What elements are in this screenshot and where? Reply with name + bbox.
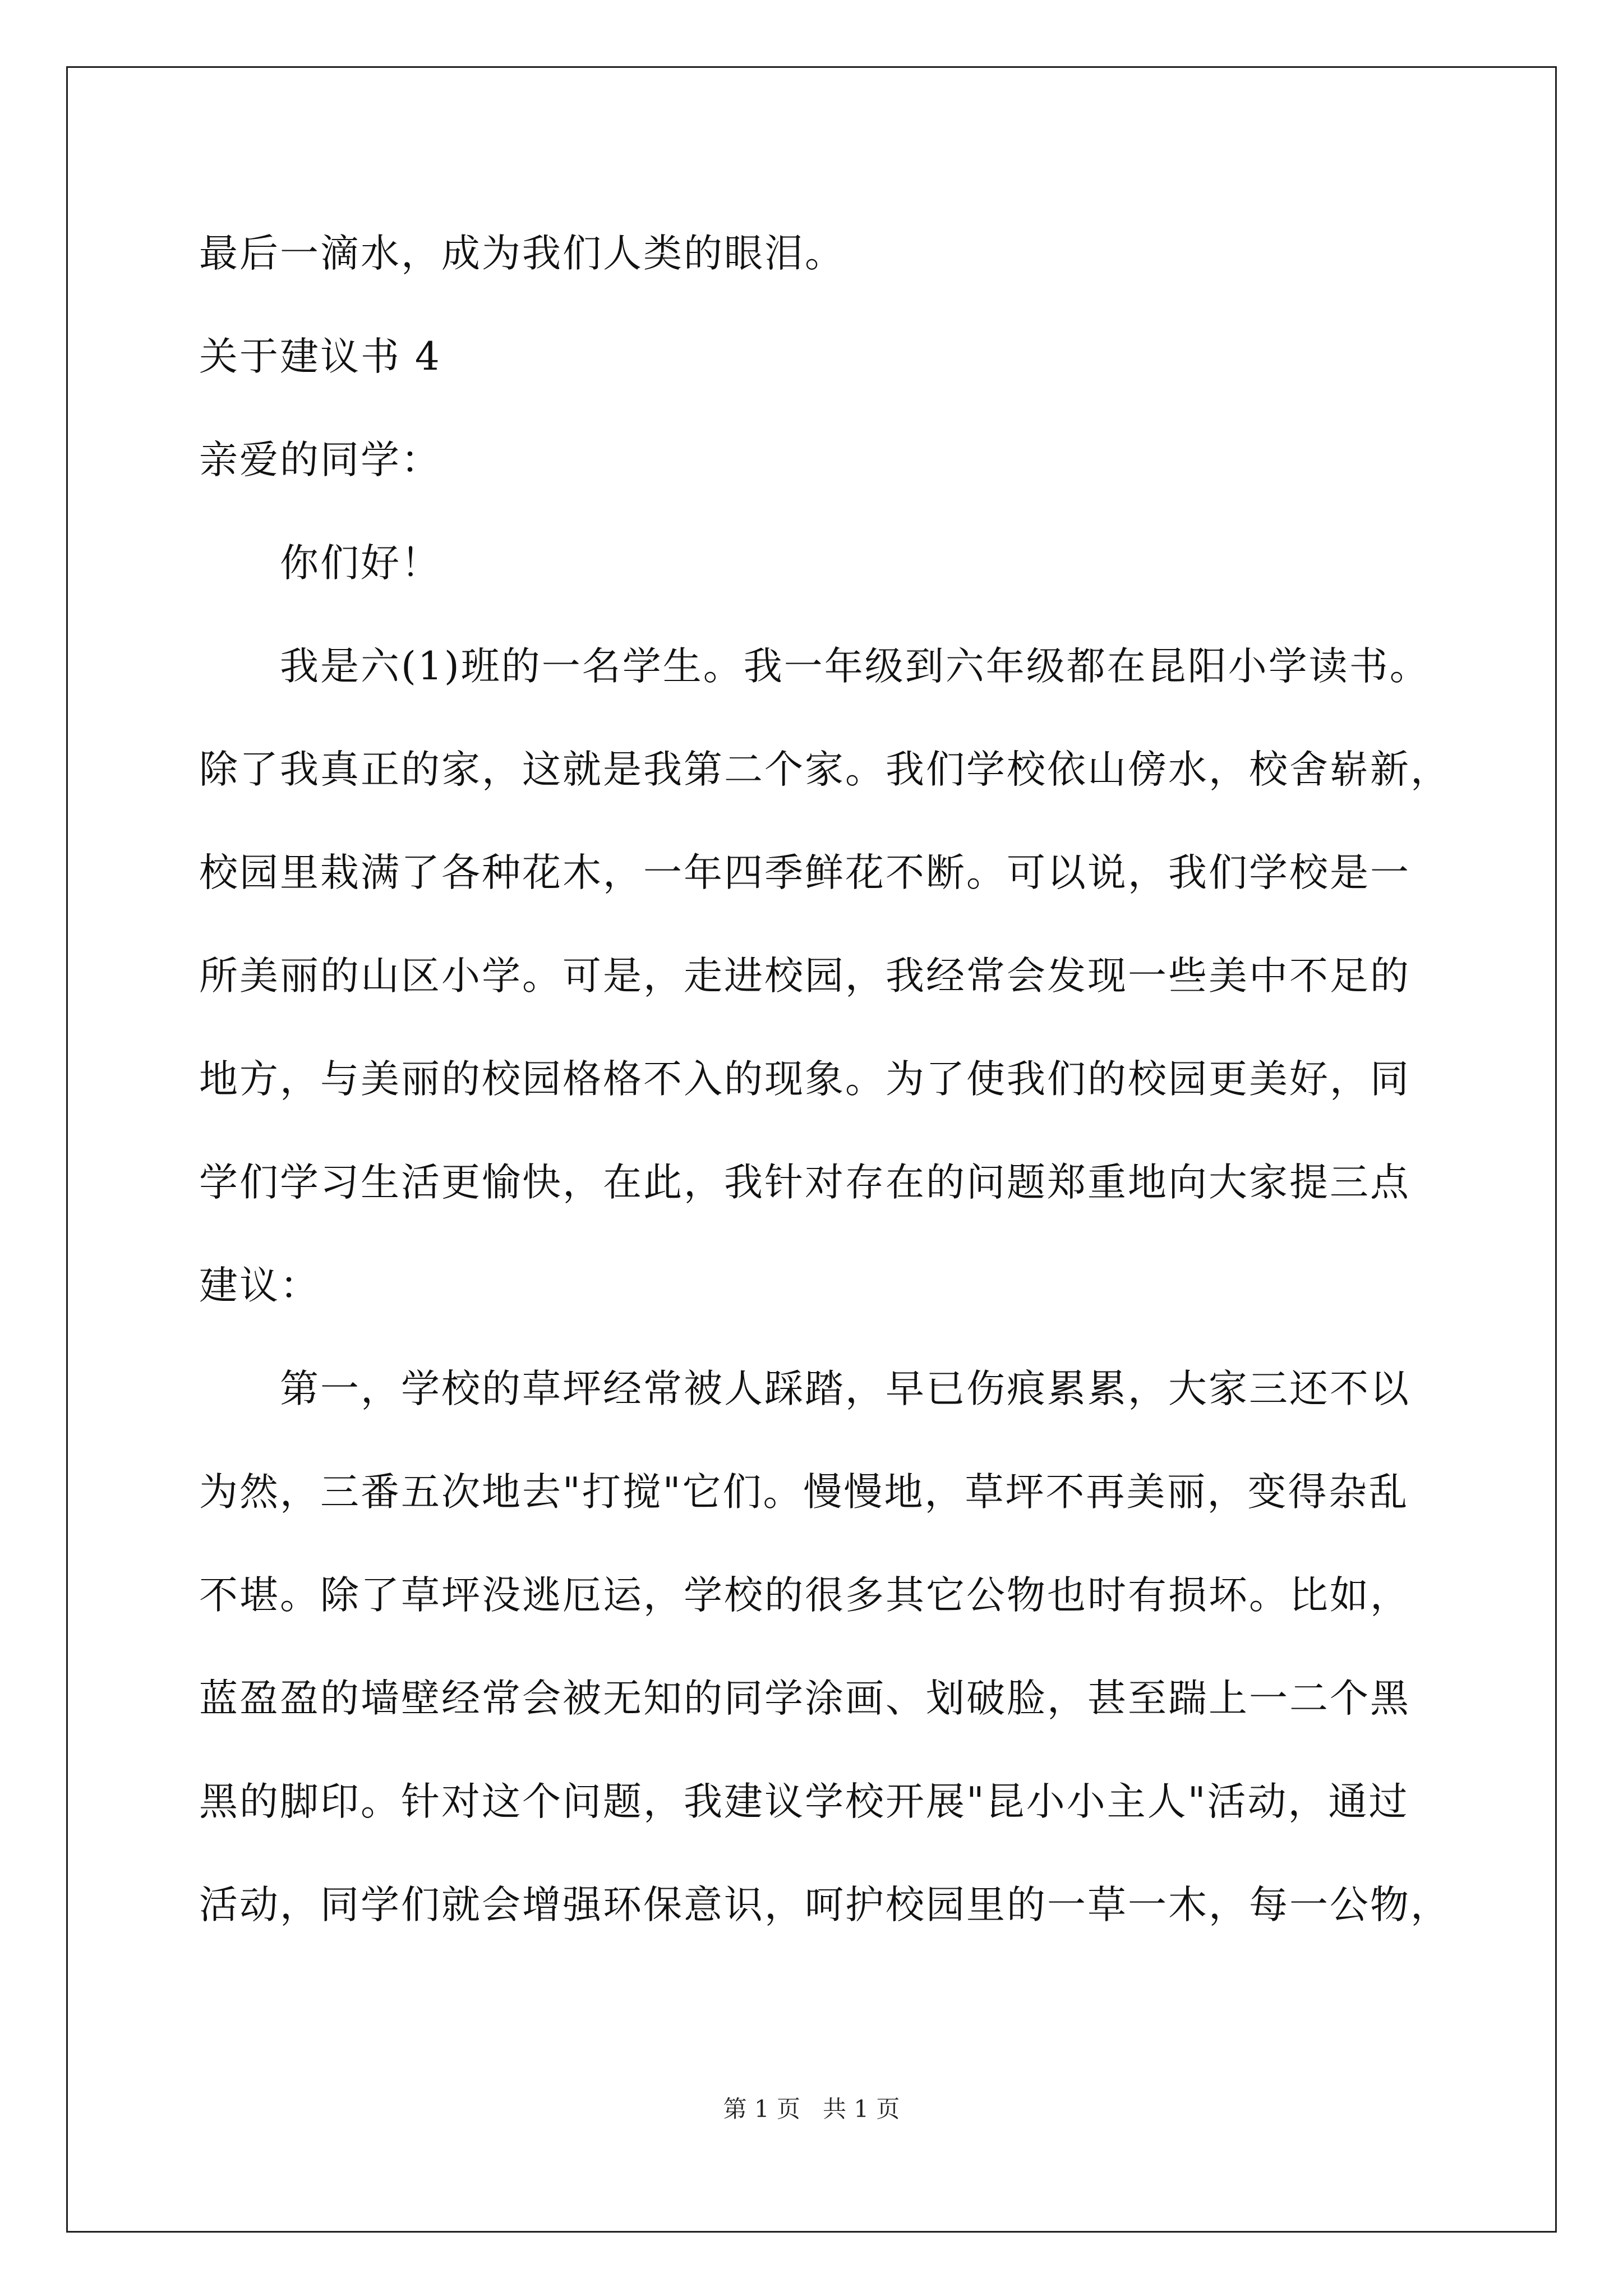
section-heading: 关于建议书 4 — [199, 334, 441, 379]
page-number-current: 第 1 页 — [723, 2095, 800, 2123]
paragraph-2-line-1: 第一，学校的草坪经常被人踩踏，早已伤痕累累，大家三还不以 — [280, 1366, 1410, 1411]
paragraph-2-line-2: 为然，三番五次地去"打搅"它们。慢慢地，草坪不再美丽，变得杂乱 — [199, 1470, 1409, 1515]
paragraph-1-line-2: 除了我真正的家，这就是我第二个家。我们学校依山傍水，校舍崭新， — [199, 747, 1451, 792]
paragraph-1-line-4: 所美丽的山区小学。可是，走进校园，我经常会发现一些美中不足的 — [199, 954, 1410, 999]
greeting: 你们好！ — [280, 541, 441, 586]
document-body — [199, 202, 1450, 1957]
page-footer — [0, 2091, 1623, 2124]
paragraph-2-line-6: 活动，同学们就会增强环保意识，呵护校园里的一草一木，每一公物， — [199, 1883, 1451, 1927]
paragraph-2-line-5: 黑的脚印。针对这个问题，我建议学校开展"昆小小主人"活动，通过 — [199, 1779, 1409, 1824]
text-line-1: 最后一滴水，成为我们人类的眼泪。 — [199, 231, 845, 276]
paragraph-1-line-7: 建议： — [199, 1263, 320, 1308]
paragraph-1-line-1: 我是六(1)班的一名学生。我一年级到六年级都在昆阳小学读书。 — [280, 644, 1430, 689]
paragraph-1-line-6: 学们学习生活更愉快，在此，我针对存在的问题郑重地向大家提三点 — [199, 1160, 1410, 1205]
paragraph-2-line-4: 蓝盈盈的墙壁经常会被无知的同学涂画、划破脸，甚至踹上一二个黑 — [199, 1676, 1410, 1721]
salutation: 亲爱的同学： — [199, 438, 441, 482]
paragraph-2-line-3: 不堪。除了草坪没逃厄运，学校的很多其它公物也时有损坏。比如， — [199, 1573, 1410, 1618]
paragraph-1-line-3: 校园里栽满了各种花木，一年四季鲜花不断。可以说，我们学校是一 — [199, 850, 1410, 895]
page-number-total: 共 1 页 — [823, 2095, 900, 2123]
paragraph-1-line-5: 地方，与美丽的校园格格不入的现象。为了使我们的校园更美好，同 — [199, 1057, 1410, 1102]
